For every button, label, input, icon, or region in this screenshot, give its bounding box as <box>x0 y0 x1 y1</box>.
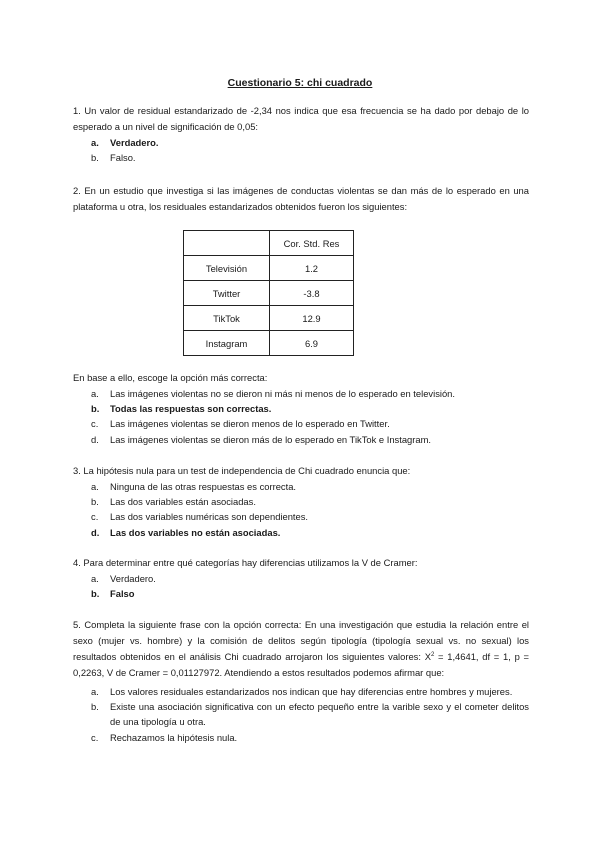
table-row-label: Twitter <box>184 281 270 306</box>
question-2-option-b <box>73 401 529 416</box>
option-letter: b. <box>91 403 100 415</box>
question-4 <box>73 555 529 601</box>
table-row <box>184 256 354 281</box>
question-3-text: 3. La hipótesis nula para un test de independencia de Chi cuadrado enuncia que: <box>73 465 411 476</box>
document-title: Cuestionario 5: chi cuadrado <box>227 77 373 89</box>
option-text: Rechazamos la hipótesis nula. <box>110 731 238 743</box>
question-5-option-a <box>73 684 529 699</box>
option-letter: a. <box>91 686 99 697</box>
question-1-option-a <box>73 135 529 150</box>
question-3-options <box>73 479 529 540</box>
option-letter: c. <box>91 511 99 523</box>
option-text: Las dos variables están asociadas. <box>110 496 256 508</box>
option-text: Todas las respuestas son correctas. <box>110 403 272 415</box>
table-corner-cell <box>184 231 270 256</box>
superscript: 2 <box>430 651 435 658</box>
option-letter: c. <box>91 418 99 430</box>
question-1-options <box>73 135 529 165</box>
question-2-continued <box>73 370 529 447</box>
table-cell: -3.8 <box>270 281 354 306</box>
question-2-text: 2. En un estudio que investiga si las imágenes de conductas violentas se dan más de lo esperado en una plataforma u otra, los residuales estandarizados obtenidos fueron los siguientes: <box>73 185 529 212</box>
question-3-option-c <box>73 509 529 524</box>
question-3-option-b <box>73 494 529 509</box>
question-2-options <box>73 386 529 447</box>
option-letter: d. <box>91 526 100 538</box>
residuals-table <box>183 230 354 356</box>
option-text: Las imágenes violentas no se dieron ni más ni menos de lo esperado en televisión. <box>110 388 455 399</box>
option-letter: b. <box>91 152 99 164</box>
option-text: Falso <box>110 588 135 600</box>
question-5-text <box>73 617 529 681</box>
question-2 <box>73 183 529 215</box>
option-letter: b. <box>91 701 99 713</box>
question-1-option-b <box>73 150 529 165</box>
question-5-text-part: 5. Completa la siguiente frase con la opción correcta: En una investigación que estudia la relación entre el sexo (mujer vs. hombre) y la comisión de delitos según tipología (tipología sexual vs. no sexual) los resultados obtenidos en el análisis Chi cuadrado arrojaron los siguientes valores: X <box>73 619 529 662</box>
option-letter: b. <box>91 588 100 600</box>
option-letter: a. <box>91 573 99 584</box>
question-2-option-c <box>73 416 529 431</box>
question-3 <box>73 463 529 540</box>
question-4-options <box>73 571 529 601</box>
question-2-option-a <box>73 386 529 401</box>
question-1-text: 1. Un valor de residual estandarizado de -2,34 nos indica que esa frecuencia se ha dado por debajo de lo esperado a un nivel de significación de 0,05: <box>73 105 529 132</box>
table-row <box>184 306 354 331</box>
option-text: Ninguna de las otras respuestas es correcta. <box>110 481 297 492</box>
option-text: Falso. <box>110 152 136 164</box>
option-letter: a. <box>91 137 99 148</box>
option-text: Las imágenes violentas se dieron más de lo esperado en TikTok e Instagram. <box>110 433 432 445</box>
option-text: Las dos variables no están asociadas. <box>110 526 281 538</box>
question-3-option-a <box>73 479 529 494</box>
question-5-text-part: = 1,4641, df = 1, p = 0,2263, V de Cramer = 0,01127972. Atendiendo a estos resultados podemos afirmar que: <box>73 651 529 678</box>
question-1 <box>73 103 529 165</box>
option-text: Verdadero. <box>110 573 156 584</box>
table-cell: 12.9 <box>270 306 354 331</box>
option-letter: a. <box>91 388 99 399</box>
question-4-text: 4. Para determinar entre qué categorías hay diferencias utilizamos la V de Cramer: <box>73 557 418 568</box>
option-text: Las dos variables numéricas son dependientes. <box>110 511 309 523</box>
question-4-option-b <box>73 586 529 601</box>
table-row <box>184 231 354 256</box>
table-row-label: Instagram <box>184 331 270 356</box>
question-4-option-a <box>73 571 529 586</box>
question-5-option-c <box>73 730 529 745</box>
question-5-option-b <box>73 699 529 729</box>
option-letter: b. <box>91 496 99 508</box>
question-3-option-d <box>73 525 529 540</box>
question-5 <box>73 617 529 745</box>
question-2-lead: En base a ello, escoge la opción más correcta: <box>73 372 268 383</box>
option-text: Las imágenes violentas se dieron menos de lo esperado en Twitter. <box>110 418 390 430</box>
option-text: Los valores residuales estandarizados nos indican que hay diferencias entre hombres y mujeres. <box>110 686 513 697</box>
option-letter: d. <box>91 433 99 445</box>
question-2-option-d <box>73 432 529 447</box>
table-row-label: Televisión <box>184 256 270 281</box>
option-text: Verdadero. <box>110 137 159 148</box>
option-letter: c. <box>91 731 99 743</box>
option-text: Existe una asociación significativa con un efecto pequeño entre la varible sexo y el cometer delitos de una tipología u otra. <box>110 701 529 728</box>
table-header-cell: Cor. Std. Res <box>270 231 354 256</box>
question-5-options <box>73 684 529 745</box>
table-row <box>184 331 354 356</box>
table-row <box>184 281 354 306</box>
table-cell: 6.9 <box>270 331 354 356</box>
option-letter: a. <box>91 481 99 492</box>
table-cell: 1.2 <box>270 256 354 281</box>
table-row-label: TikTok <box>184 306 270 331</box>
